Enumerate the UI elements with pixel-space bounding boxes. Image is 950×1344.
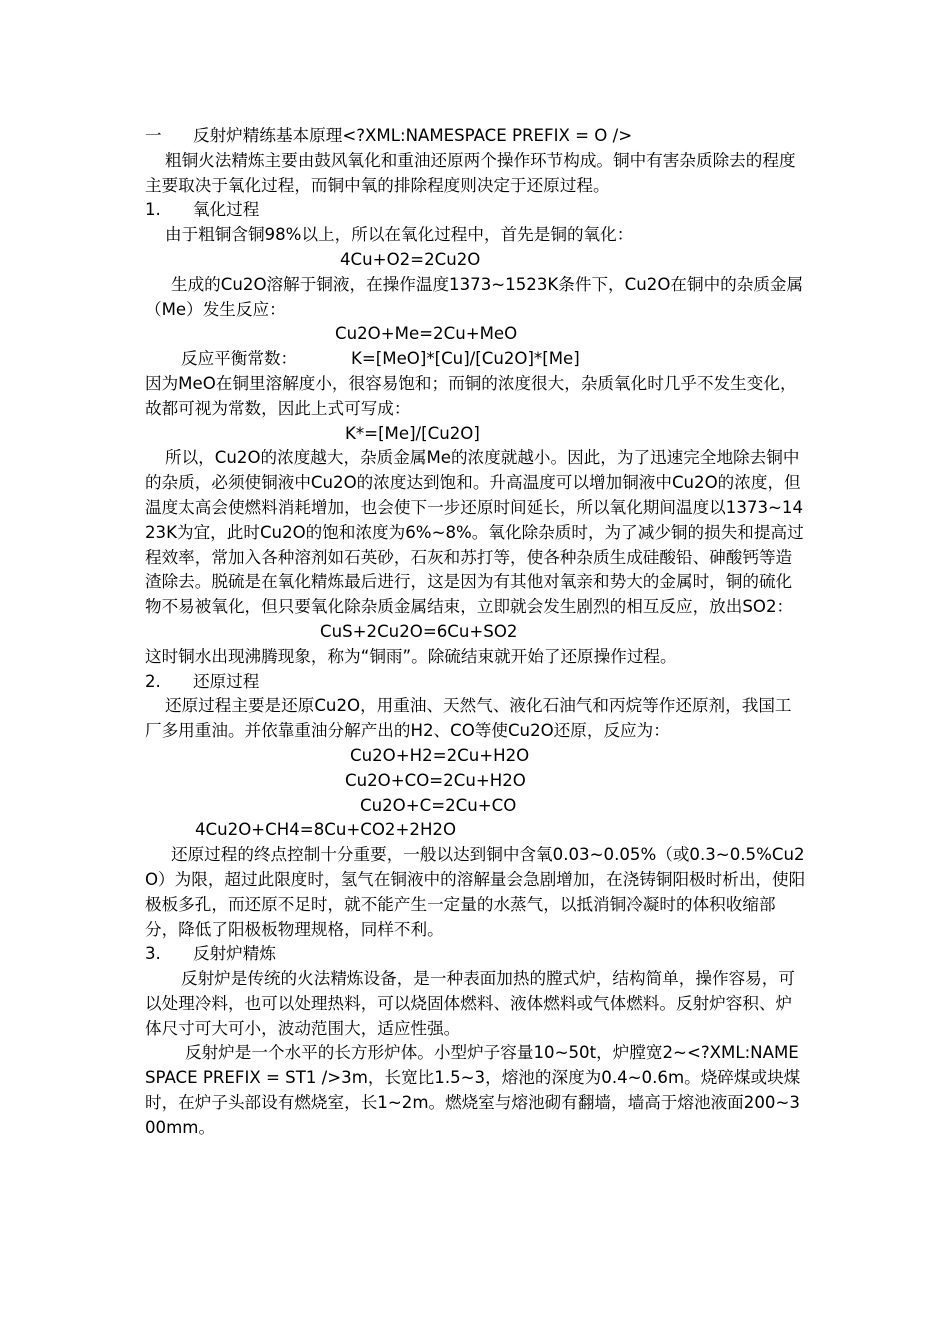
paragraph: 还原过程主要是还原Cu2O，用重油、天然气、液化石油气和丙烷等作还原剂，我国工厂多用重油。并依靠重油分解产出的H2、CO等使Cu2O还原，反应为： <box>145 696 792 741</box>
equation: Cu2O+Me=2Cu+MeO <box>335 324 518 344</box>
section-heading <box>145 124 807 149</box>
section-number: 3. <box>145 944 161 964</box>
section-title: 氧化过程 <box>193 200 260 220</box>
paragraph: 生成的Cu2O溶解于铜液，在操作温度1373~1523K条件下，Cu2O在铜中的杂质金属（Me）发生反应： <box>145 274 804 319</box>
equation: Cu2O+H2=2Cu+H2O <box>350 745 530 765</box>
section-number: 一 <box>145 126 162 145</box>
section-heading <box>145 198 807 223</box>
paragraph: 粗铜火法精炼主要由鼓风氧化和重油还原两个操作环节构成。铜中有害杂质除去的程度主要取决于氧化过程，而铜中氧的排除程度则决定于还原过程。 <box>145 150 796 195</box>
document-body <box>145 124 807 1141</box>
paragraph: 反射炉是传统的火法精炼设备，是一种表面加热的膛式炉，结构简单，操作容易，可以处理冷料，也可以处理热料，可以烧固体燃料、液体燃料或气体燃料。反射炉容积、炉体尺寸可大可小，波动范围大，适应性强。 <box>145 969 795 1038</box>
section-number: 2. <box>145 671 161 691</box>
paragraph: 所以，Cu2O的浓度越大，杂质金属Me的浓度就越小。因此，为了迅速完全地除去铜中的杂质，必须使铜液中Cu2O的浓度达到饱和。升高温度可以增加铜液中Cu2O的浓度，但温度太高会使燃料消耗增加，也会使下一步还原时间延长，所以氧化期间温度以1373~1423K为宜，此时Cu2O的饱和浓度为6%~8%。氧化除杂质时，为了减少铜的损失和提高过程效率，常加入各种溶剂如石英砂，石灰和苏打等，使各种杂质生成硅酸铅、砷酸钙等造渣除去。脱硫是在氧化精炼最后进行，这是因为有其他对氧亲和势大的金属时，铜的硫化物不易被氧化，但只要氧化除杂质金属结束，立即就会发生剧烈的相互反应，放出SO2： <box>145 448 804 617</box>
paragraph: 这时铜水出现沸腾现象，称为“铜雨”。除硫结束就开始了还原操作过程。 <box>145 646 677 666</box>
equation: K=[MeO]*[Cu]/[Cu2O]*[Me] <box>351 349 580 369</box>
section-heading <box>145 942 807 967</box>
section-title: 反射炉精炼 <box>193 944 276 964</box>
equation: Cu2O+CO=2Cu+H2O <box>345 770 526 790</box>
section-title: 还原过程 <box>193 671 260 691</box>
equilibrium-constant-label: 反应平衡常数： <box>181 349 298 369</box>
section-title: 反射炉精练基本原理<?XML:NAMESPACE PREFIX = O /> <box>193 126 633 145</box>
equation: Cu2O+C=2Cu+CO <box>360 795 517 815</box>
section-number: 1. <box>145 200 161 220</box>
equation: CuS+2Cu2O=6Cu+SO2 <box>320 621 518 641</box>
paragraph: 因为MeO在铜里溶解度小，很容易饱和；而铜的浓度很大，杂质氧化时几乎不发生变化，故都可视为常数，因此上式可写成： <box>145 373 797 418</box>
paragraph: 还原过程的终点控制十分重要，一般以达到铜中含氧0.03~0.05%（或0.3~0.5%Cu2O）为限，超过此限度时，氢气在铜液中的溶解量会急剧增加，在浇铸铜阳极时析出，使阳极板多孔，而还原不足时，就不能产生一定量的水蒸气，以抵消铜冷凝时的体积收缩部分，降低了阳极板物理规格，同样不利。 <box>145 845 806 939</box>
equation: 4Cu+O2=2Cu2O <box>340 249 481 269</box>
paragraph: 由于粗铜含铜98%以上，所以在氧化过程中，首先是铜的氧化： <box>165 225 634 245</box>
equation: 4Cu2O+CH4=8Cu+CO2+2H2O <box>195 820 457 840</box>
equation: K*=[Me]/[Cu2O] <box>345 423 480 443</box>
equilibrium-constant-line <box>145 347 807 372</box>
section-heading <box>145 670 807 695</box>
paragraph: 反射炉是一个水平的长方形炉体。小型炉子容量10~50t，炉膛宽2~<?XML:NAMESPACE PREFIX = ST1 />3m，长宽比1.5~3，熔池的深度为0.4~0.6m。烧碎煤或块煤时，在炉子头部设有燃烧室，长1~2m。燃烧室与熔池砌有翻墙，墙高于熔池液面200~300mm。 <box>145 1043 801 1137</box>
